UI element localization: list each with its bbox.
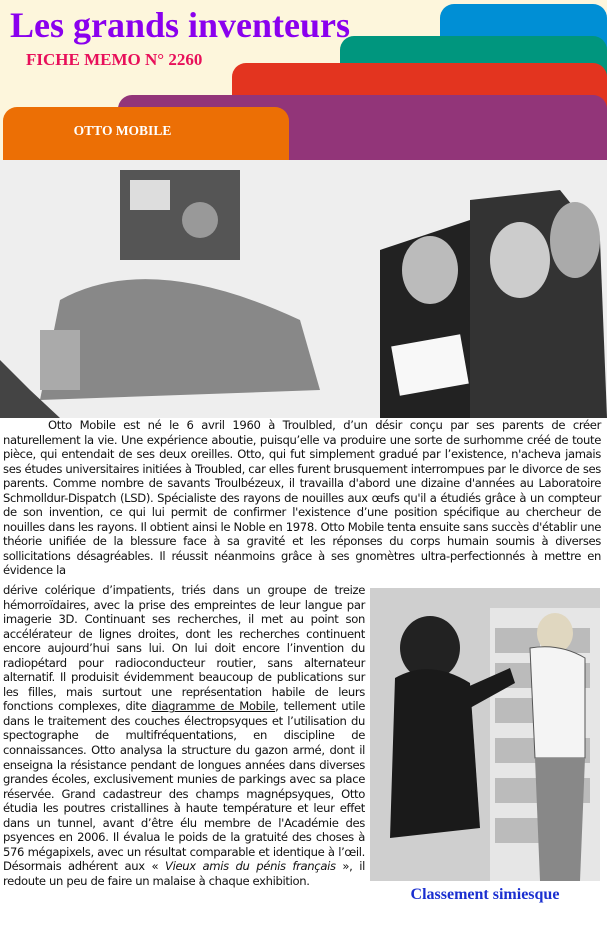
photo-drawing bbox=[370, 588, 600, 881]
association-name: Vieux amis du pénis français bbox=[165, 859, 336, 874]
article-paragraph-top: Otto Mobile est né le 6 avril 1960 à Troulbled, d’un désir conçu par ses parents de créer naturellement la vie. Une expérience aboutie, puisqu’elle va produire une sorte de surhomme créé de toute pièce, qui entendait de ses deux oreilles. Otto, qui fut simplement gradué par l’existence, n'acheva jamais ses études universitaires initiées à Troubled, car elles furent brusquement interrompues par le divorce de ses parents. Comme nombre de savants Troulbézeux, il travailla d'abord une dizaine d'années au Laboratoire Schmolldur-Dispatch (LSD). Spécialiste des rayons de nouilles aux œufs qu'il a étudiés grâce à un compteur de son invention, ce qui lui permit de confirmer l'existence d’une position spécifique au chercheur de nouilles dans les rayons. Il obtient ainsi le Noble en 1978. Otto Mobile tenta ensuite sans succès d'établir une théorie unifiée de la blessure face à sa gravité et les réponses du corps humain soumis à diverses sollicitations désagréables. Il réussit néanmoins grâce à ses gnomètres ultra-perfectionnés à mettre en évidence la bbox=[3, 418, 601, 578]
diagram-link[interactable]: diagramme de Mobile bbox=[151, 699, 276, 714]
article-text: , tellement utile dans le traitement des couches électropsyques et l’utilisation du spectographe de multifréquentations, en discipline de connaissances. Otto analysa la structure du gazon armé, dont il enseigna la résistance pendant de longues années dans diverses grandes écoles, exclusivement munies de parkings avec sa place réservée. Grand cadastreur des champs magnépsyques, Otto étudia les poutres cristallines à haute température et leur effet dans un tunnel, avant d’être élu membre de l'Académie des psyences en 2006. Il évalua le poids de la gratuité des choses à 576 mégapixels, avec un résultat comparable et identique à l’œil. Désormais adhérent aux « bbox=[3, 699, 365, 874]
photo-caption: Classement simiesque bbox=[410, 886, 560, 903]
article-paragraph-bottom bbox=[3, 583, 365, 888]
page-title: Les grands inventeurs bbox=[10, 5, 351, 45]
purple-band bbox=[290, 130, 607, 160]
header-banner bbox=[0, 0, 607, 160]
subject-name: OTTO MOBILE bbox=[73, 123, 172, 138]
memo-number: FICHE MEMO N° 2260 bbox=[26, 50, 203, 69]
monkey-photo bbox=[370, 588, 600, 881]
article-text: dérive colérique d’impatients, triés dans un groupe de treize hémorroïdaires, avec la prise des empreintes de leur langue par imagerie 3D. Continuant ses recherches, il met au point son accélérateur de lignes droites, dont les recherches continuent encore aujourd’hui sans lui. On lui doit encore l’invention du radiopétard pour radioconducteur routier, sans alternateur alternatif. Il produisit évidemment beaucoup de publications sur les filles, mais surtout une représentation habile de leurs fonctions complexes, dite bbox=[3, 583, 365, 714]
article-text: », il redoute un peu de faire un malaise à chaque exhibition. bbox=[3, 859, 365, 888]
comic-illustration bbox=[0, 160, 607, 418]
illustration-drawing bbox=[0, 160, 607, 418]
